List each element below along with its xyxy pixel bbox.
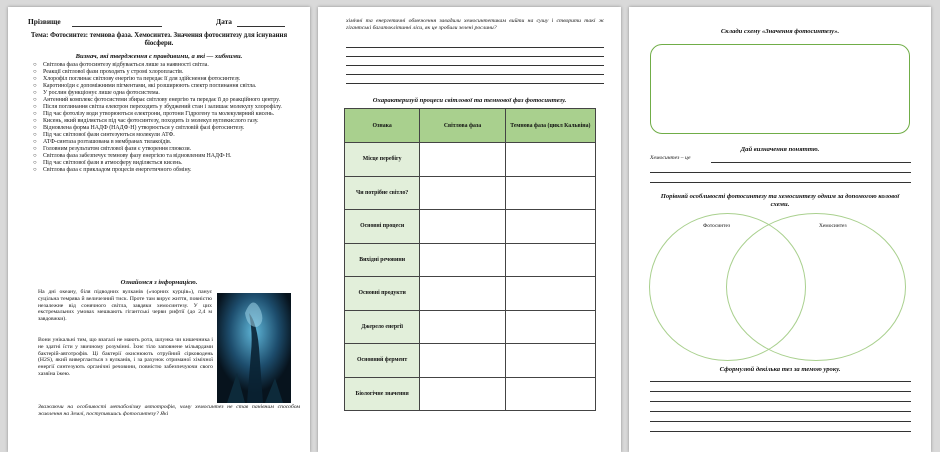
statement-text: Світлова фаза є прикладом процесів енергетичного обміну. <box>43 167 192 173</box>
row-label: Чи потрібне світло? <box>345 176 420 210</box>
definition-line-3 <box>650 182 911 183</box>
scheme-heading: Склади схему «Значення фотосинтезу». <box>720 28 840 35</box>
hydrothermal-vent-image <box>217 293 291 403</box>
answer-line-4 <box>346 74 604 75</box>
statement-text: Відновлена форма НАДФ (НАДФ·Н) утворюється у світловій фазі фотосинтезу. <box>43 125 245 131</box>
statement-item <box>32 167 290 174</box>
info-paragraph-1: На дні океану, біля підводних вулканів («чорних курців»), панує суцільна темрява й величезний тиск. Проте там вирує життя, повністю незалежне від сонячного світла, завдяки хемосинтезу. У цих екстремальних умовах мешкають гігантські черви рифтії (до 2,4 м завдовжки). <box>38 289 212 322</box>
worksheet-page-2 <box>318 7 621 452</box>
table-row <box>345 243 596 277</box>
table-row <box>345 310 596 344</box>
circle-bullet-icon[interactable]: ○ <box>33 76 37 82</box>
row-label: Основні процеси <box>345 210 420 244</box>
statement-item <box>32 97 290 104</box>
statement-item <box>32 118 290 125</box>
worksheet-page-1 <box>8 7 310 452</box>
answer-line-3 <box>346 65 604 66</box>
light-phase-cell[interactable] <box>420 243 505 277</box>
column-header-light-phase: Світлова фаза <box>420 109 505 143</box>
statement-text: Після поглинання світла електрон переходить у збуджений стан і залишає молекулу хлорофілу. <box>43 104 282 110</box>
question-continuation: хімічні та енергетичні обмеження завадили хемосинтетикам вийти на сушу і створити такі ж гігантські багатоклітинні ліси, як це зробили зелені рослини? <box>346 18 604 31</box>
circle-bullet-icon[interactable]: ○ <box>33 160 37 166</box>
row-label: Вихідні речовини <box>345 243 420 277</box>
light-phase-cell[interactable] <box>420 143 505 177</box>
circle-bullet-icon[interactable]: ○ <box>33 146 37 152</box>
dark-phase-cell[interactable] <box>505 377 595 411</box>
circle-bullet-icon[interactable]: ○ <box>33 111 37 117</box>
dark-phase-cell[interactable] <box>505 344 595 378</box>
venn-circle-chemosynthesis <box>726 213 906 361</box>
date-line <box>237 26 285 27</box>
row-label: Основні продукти <box>345 277 420 311</box>
info-paragraph-2: Вони унікальні тим, що взагалі не мають рота, шлунка чи кишечника і не здатні їсти у звичному розумінні. Їхнє тіло заповнене мільярдами бактерій-автотрофів. Ці бактерії окиснюють отруйний сірководень (H2S), який виверглається з вулканів, і за рахунок отриманої хімічної енергії синтезують органічні речовини, повністю забезпечуючи свого хазяїна їжею. <box>38 337 213 377</box>
table-row <box>345 143 596 177</box>
dark-phase-cell[interactable] <box>505 310 595 344</box>
circle-bullet-icon[interactable]: ○ <box>33 167 37 173</box>
question-text: Зважаючи на особливості метаболізму автотрофів, чому хемосинтез не став панівним способом живлення на Землі, поступившись фотосинтезу? Які <box>38 404 300 417</box>
statement-item <box>32 153 290 160</box>
table-row <box>345 210 596 244</box>
statement-item <box>32 111 290 118</box>
row-label: Біологічне значення <box>345 377 420 411</box>
dark-phase-cell[interactable] <box>505 277 595 311</box>
column-header-feature: Ознака <box>345 109 420 143</box>
venn-label-chemosynthesis: Хемосинтез <box>819 223 847 229</box>
statement-text: Світлова фаза забезпечує темнову фазу енергією та відновленим НАДФ·Н. <box>43 153 232 159</box>
answer-line-2 <box>346 56 604 57</box>
statement-item <box>32 132 290 139</box>
table-heading: Охарактеризуй процеси світлової та темнової фаз фотосинтезу. <box>372 97 567 104</box>
statement-text: Кисень, який виділяється під час фотосинтезу, походить із молекул вуглекислого газу. <box>43 118 259 124</box>
row-label: Місце перебігу <box>345 143 420 177</box>
statement-item <box>32 104 290 111</box>
conclusion-line-2 <box>650 391 911 392</box>
answer-line-5 <box>346 83 604 84</box>
statement-item <box>32 146 290 153</box>
statement-item <box>32 160 290 167</box>
circle-bullet-icon[interactable]: ○ <box>33 132 37 138</box>
venn-label-photosynthesis: Фотосинтез <box>703 223 731 229</box>
dark-phase-cell[interactable] <box>505 176 595 210</box>
statement-item <box>32 125 290 132</box>
circle-bullet-icon[interactable]: ○ <box>33 139 37 145</box>
statement-item <box>32 62 290 69</box>
conclusion-line-5 <box>650 421 911 422</box>
definition-term: Хемосинтез – це <box>650 155 691 161</box>
scheme-box[interactable] <box>650 44 910 134</box>
row-label: Джерело енергії <box>345 310 420 344</box>
circle-bullet-icon[interactable]: ○ <box>33 118 37 124</box>
info-heading: Ознайомся з інформацією. <box>120 279 198 286</box>
conclusion-line-1 <box>650 381 911 382</box>
conclusion-line-3 <box>650 401 911 402</box>
surname-label: Прізвище <box>28 17 61 26</box>
light-phase-cell[interactable] <box>420 176 505 210</box>
dark-phase-cell[interactable] <box>505 210 595 244</box>
task-true-false-heading: Визнач, які твердження є правдивими, а які — хибними. <box>75 53 243 60</box>
date-label: Дата <box>216 17 233 26</box>
dark-phase-cell[interactable] <box>505 243 595 277</box>
statement-text: У рослин функціонує лише одна фотосистема. <box>43 90 160 96</box>
phases-table <box>344 108 596 411</box>
circle-bullet-icon[interactable]: ○ <box>33 153 37 159</box>
statements-list <box>32 62 290 174</box>
column-header-dark-phase: Темнова фаза (цикл Кальвіна) <box>505 109 595 143</box>
light-phase-cell[interactable] <box>420 310 505 344</box>
answer-line-1 <box>346 47 604 48</box>
conclusion-line-4 <box>650 411 911 412</box>
statement-text: Світлова фаза фотосинтезу відбувається лише за наявності світла. <box>43 62 209 68</box>
lesson-topic: Тема: Фотосинтез: темнова фаза. Хемосинтез. Значення фотосинтезу для існування біосфери. <box>30 32 288 47</box>
statement-text: Під час фотолізу води утворюються електрони, протони Гідрогену та молекулярний кисень. <box>43 111 275 117</box>
worksheet-page-3 <box>629 7 931 452</box>
definition-line-1 <box>711 162 911 163</box>
definition-heading: Дай визначення поняттю. <box>740 146 820 153</box>
circle-bullet-icon[interactable]: ○ <box>33 125 37 131</box>
statement-item <box>32 83 290 90</box>
circle-bullet-icon[interactable]: ○ <box>33 104 37 110</box>
statement-item <box>32 90 290 97</box>
statement-text: Головним результатом світлової фази є утворення глюкози. <box>43 146 192 152</box>
compare-heading: Порівняй особливості фотосинтезу та хемосинтезу одним за допомогою колової схеми. <box>660 193 900 208</box>
circle-bullet-icon[interactable]: ○ <box>33 62 37 68</box>
light-phase-cell[interactable] <box>420 210 505 244</box>
statement-text: Під час світлової фази синтезуються молекули АТФ. <box>43 132 175 138</box>
statement-text: Реакції світлової фази проходять у стромі хлоропластів. <box>43 69 184 75</box>
statement-text: Під час світлової фази в атмосферу виділяється кисень. <box>43 160 183 166</box>
statement-item <box>32 69 290 76</box>
statement-text: Хлорофіл поглинає світлову енергію та передає її для здійснення фотосинтезу. <box>43 76 241 82</box>
statement-text: Антенний комплекс фотосистеми збирає світлову енергію та передає її до реакційного центру. <box>43 97 280 103</box>
conclusion-line-6 <box>650 431 911 432</box>
statement-text: Каротиноїди є допоміжними пігментами, які розширюють спектр поглинання світла. <box>43 83 257 89</box>
circle-bullet-icon[interactable]: ○ <box>33 83 37 89</box>
conclusion-heading: Сформулюй декілька тез за темою уроку. <box>719 366 841 373</box>
statement-item <box>32 76 290 83</box>
row-label: Основний фермент <box>345 344 420 378</box>
statement-text: АТФ-синтаза розташована в мембранах тилакоїдів. <box>43 139 172 145</box>
definition-line-2 <box>650 172 911 173</box>
light-phase-cell[interactable] <box>420 344 505 378</box>
table-row <box>345 176 596 210</box>
light-phase-cell[interactable] <box>420 377 505 411</box>
table-row <box>345 377 596 411</box>
circle-bullet-icon[interactable]: ○ <box>33 90 37 96</box>
dark-phase-cell[interactable] <box>505 143 595 177</box>
circle-bullet-icon[interactable]: ○ <box>33 97 37 103</box>
table-row <box>345 344 596 378</box>
table-row <box>345 277 596 311</box>
circle-bullet-icon[interactable]: ○ <box>33 69 37 75</box>
surname-line <box>72 26 162 27</box>
light-phase-cell[interactable] <box>420 277 505 311</box>
statement-item <box>32 139 290 146</box>
